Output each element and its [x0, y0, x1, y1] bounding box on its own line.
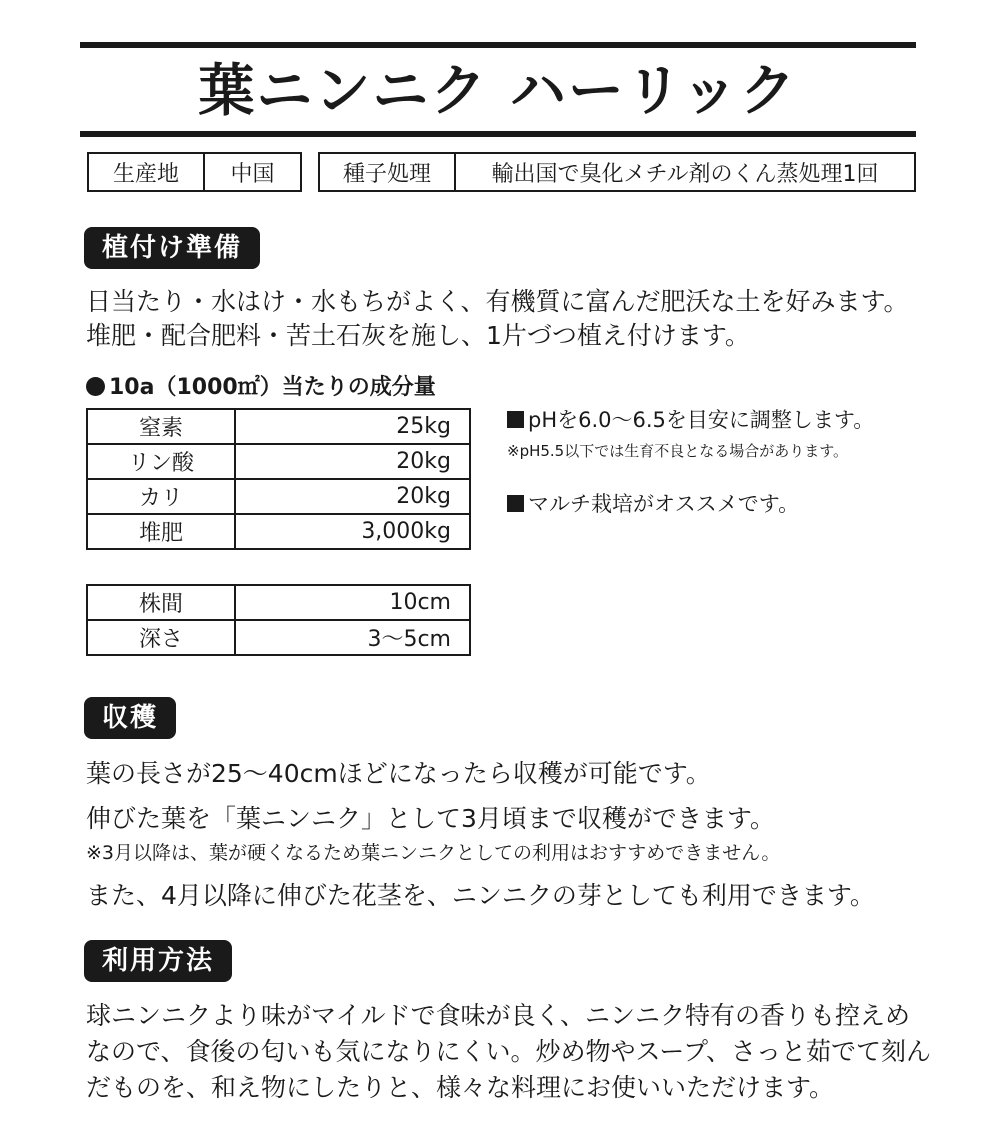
- planting-heading: 植付け準備: [84, 227, 260, 269]
- table-row: [87, 585, 470, 620]
- square-bullet-icon: [507, 411, 524, 428]
- fertilizer-heading-text: 10a（1000㎡）当たりの成分量: [109, 375, 436, 400]
- mulch-recommendation-text: マルチ栽培がオススメです。: [528, 492, 800, 516]
- seed-treatment-label: 種子処理: [320, 154, 456, 190]
- table-row: [87, 620, 470, 655]
- fertilizer-table: [86, 408, 471, 550]
- mulch-recommendation: [507, 488, 799, 518]
- table-row: [87, 514, 470, 549]
- fertilizer-label: カリ: [87, 479, 235, 514]
- fertilizer-label: 堆肥: [87, 514, 235, 549]
- usage-line-1: 球ニンニクより味がマイルドで食味が良く、ニンニク特有の香りも控えめ: [86, 1001, 911, 1030]
- planting-line-1: 日当たり・水はけ・水もちがよく、有機質に富んだ肥沃な土を好みます。: [86, 287, 909, 316]
- ph-guideline-text: pHを6.0〜6.5を目安に調整します。: [528, 408, 875, 432]
- usage-line-2: なので、食後の匂いも気になりにくい。炒め物やスープ、さっと茹でて刻ん: [86, 1037, 932, 1066]
- spacing-label: 株間: [87, 585, 235, 620]
- page-title: 葉ニンニク ハーリック: [198, 59, 798, 124]
- fertilizer-value: 25kg: [235, 409, 470, 444]
- bullet-dot-icon: [86, 377, 105, 396]
- usage-heading: 利用方法: [84, 940, 232, 982]
- harvest-line-1: 葉の長さが25〜40cmほどになったら収穫が可能です。: [86, 759, 711, 788]
- fertilizer-label: 窒素: [87, 409, 235, 444]
- planting-line-2: 堆肥・配合肥料・苦土石灰を施し、1片づつ植え付けます。: [86, 321, 750, 350]
- spacing-value: 10cm: [235, 585, 470, 620]
- fertilizer-value: 3,000kg: [235, 514, 470, 549]
- ph-note: ※pH5.5以下では生育不良となる場合があります。: [507, 442, 849, 460]
- square-bullet-icon: [507, 495, 524, 512]
- title-top-rule: [80, 42, 916, 48]
- fertilizer-value: 20kg: [235, 479, 470, 514]
- title-bottom-rule: [80, 131, 916, 137]
- spacing-value: 3〜5cm: [235, 620, 470, 655]
- origin-label: 生産地: [89, 154, 205, 190]
- table-row: [87, 444, 470, 479]
- ph-guideline: [507, 404, 874, 434]
- spacing-label: 深さ: [87, 620, 235, 655]
- fertilizer-value: 20kg: [235, 444, 470, 479]
- origin-box: [87, 152, 302, 192]
- table-row: [87, 479, 470, 514]
- spacing-table: [86, 584, 471, 656]
- usage-line-3: だものを、和え物にしたりと、様々な料理にお使いいただけます。: [86, 1073, 835, 1102]
- harvest-note: ※3月以降は、葉が硬くなるため葉ニンニクとしての利用はおすすめできません。: [86, 842, 781, 864]
- seed-treatment-value: 輸出国で臭化メチル剤のくん蒸処理1回: [491, 161, 879, 187]
- harvest-line-2: 伸びた葉を「葉ニンニク」として3月頃まで収穫ができます。: [86, 804, 775, 833]
- fertilizer-heading: [86, 370, 436, 401]
- fertilizer-label: リン酸: [87, 444, 235, 479]
- harvest-line-3: また、4月以降に伸びた花茎を、ニンニクの芽としても利用できます。: [86, 881, 875, 910]
- harvest-heading: 収穫: [84, 697, 176, 739]
- table-row: [87, 409, 470, 444]
- origin-value: 中国: [230, 161, 275, 187]
- seed-treatment-box: [318, 152, 916, 192]
